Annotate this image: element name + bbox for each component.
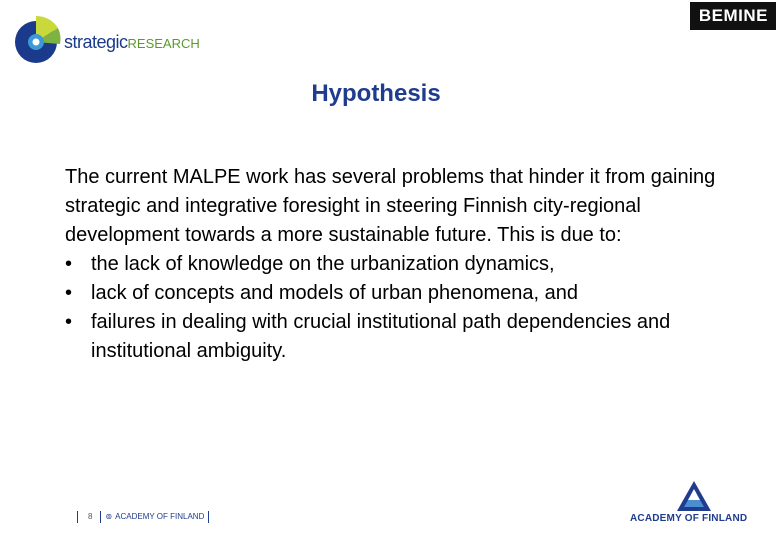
footer-org-label: ACADEMY OF FINLAND	[115, 512, 205, 521]
bullet-item	[65, 250, 745, 279]
slide-footer	[77, 510, 209, 523]
bullet-text: lack of concepts and models of urban phenomena, and	[91, 282, 578, 304]
bullet-item	[65, 308, 745, 366]
logo-word-research: RESEARCH	[127, 36, 200, 51]
footer-org	[101, 512, 208, 521]
academy-triangle-icon	[676, 480, 712, 512]
slide-body	[65, 163, 745, 366]
bullet-text: failures in dealing with crucial institutional path dependencies and institutional ambiguity.	[91, 311, 671, 362]
intro-paragraph: The current MALPE work has several problems that hinder it from gaining strategic and integrative foresight in steering Finnish city-regional development towards a more sustainable future. This is due to:	[65, 166, 716, 246]
academy-logo-text: ACADEMY OF FINLAND	[630, 513, 748, 524]
strategic-research-emblem-icon	[14, 12, 62, 66]
page-number: 8	[88, 512, 93, 521]
strategic-research-logo	[14, 12, 214, 66]
bullet-text: the lack of knowledge on the urbanization dynamics,	[91, 253, 555, 275]
copyright-icon: ⊚	[105, 512, 113, 521]
footer-divider	[208, 511, 209, 523]
bemine-logo: BEMINE	[690, 2, 776, 30]
bullet-marker: •	[65, 253, 73, 275]
slide-title: Hypothesis	[311, 80, 441, 107]
bullet-marker: •	[65, 282, 73, 304]
bullet-marker: •	[65, 311, 73, 333]
bullet-item	[65, 279, 745, 308]
academy-of-finland-logo	[630, 480, 765, 526]
bullet-list	[65, 250, 745, 366]
logo-wordmark	[64, 32, 200, 53]
logo-word-strategic: strategic	[64, 32, 128, 52]
